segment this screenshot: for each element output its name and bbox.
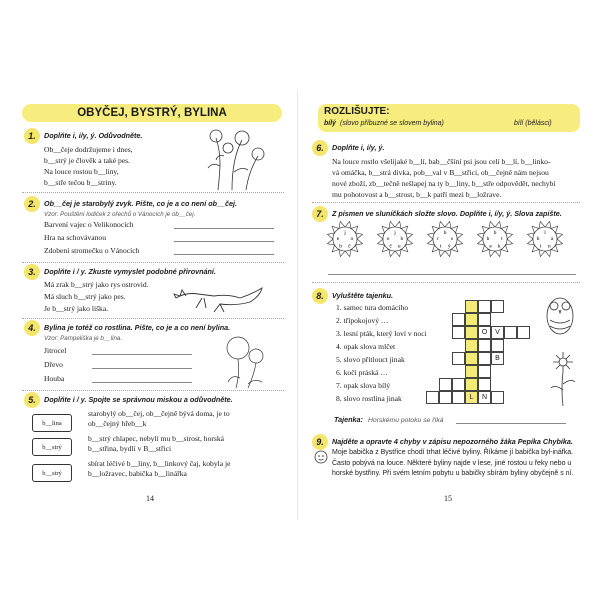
exercise-9-text: Moje babička z Bystřice chodí trhat léčivé byliny. Říkáme jí babička byl-ináfka. Často pobývá na louce. Některé byliny najde v lese, jiné rostou u řeky nebo u horské bystřiny. Při svém letním pobytu u babičky sbírám byliny obyčejně s ní. (332, 449, 574, 477)
sun-letter: b (339, 243, 343, 250)
exercise-8-instruction: Vyluštěte tajenku. (332, 291, 393, 300)
answer-line[interactable] (174, 241, 274, 242)
sun-letter-puzzle (526, 220, 564, 258)
exercise-3-line: Je b__strý jako liška. (44, 304, 109, 313)
section-divider (312, 202, 580, 203)
sun-letter: l (544, 229, 546, 236)
exercise-2-hint: Vzor: Pouštění lodiček z ořechů o Vánocích je ob__čej. (44, 211, 196, 218)
word-bowl[interactable]: b__strý (32, 438, 72, 456)
crossword-clue: 5. slovo přítlouct jinak (336, 355, 405, 364)
exercise-3-instruction: Doplňte i / y. Zkuste vymyslet podobné přirovnání. (44, 267, 216, 276)
sun-letter-puzzle (326, 220, 364, 258)
sun-letter: b (536, 235, 540, 242)
sun-letter: k (497, 243, 501, 250)
exercise-4-hint: Vzor: Pampeliška je b__lina. (44, 335, 123, 342)
crossword-cell[interactable] (478, 300, 491, 313)
crossword-clue: 7. opak slova bílý (336, 381, 390, 390)
distinguish-right-note: bílí (bělásci) (514, 120, 552, 127)
exercise-5-instruction: Doplňte i / y. Spojte se správnou miskou a odůvodněte. (44, 395, 233, 404)
crossword-cell[interactable] (465, 326, 478, 339)
section-divider (312, 282, 580, 283)
sun-letter: h (486, 235, 490, 242)
exercise-4-instruction: Bylina je totéž co rostlina. Pište, co je a co není bylina. (44, 323, 231, 332)
sun-letter: j (394, 229, 396, 236)
crossword-cell[interactable] (478, 339, 491, 352)
exercise-4-line: Dřevo (44, 360, 63, 369)
crossword-clue: 1. samec tura domácího (336, 303, 409, 312)
crossword-clue: 6. kočí práská … (336, 368, 388, 377)
sun-letter-puzzle (476, 220, 514, 258)
distinguish-left-word: bílý (324, 120, 337, 127)
section-divider (22, 262, 284, 263)
exercise-5-number: 5. (24, 392, 40, 408)
distinguish-left-note: (slovo příbuzné se slovem bylina) (340, 120, 444, 127)
sun-letter: o (350, 235, 354, 242)
exercise-2-instruction: Ob__čej je starobylý zvyk. Pište, co je a co není ob__čej. (44, 199, 237, 208)
exercise-3-number: 3. (24, 264, 40, 280)
exercise-4-number: 4. (24, 320, 40, 336)
crossword-cell[interactable] (465, 313, 478, 326)
crossword-cell[interactable] (439, 378, 452, 391)
sun-letter: t (501, 235, 503, 242)
answer-line[interactable] (174, 254, 274, 255)
answer-line[interactable] (92, 368, 192, 369)
exercise-4-line: Jitrocel (44, 346, 67, 355)
sun-letter: b (443, 229, 447, 236)
exercise-1-line: Ob__čeje dodržujeme i dnes, (44, 145, 133, 154)
exercise-7-number: 7. (312, 206, 328, 222)
herb-flowers-illustration (198, 126, 268, 190)
sun-letter: j (344, 229, 346, 236)
sun-letter: ý (447, 243, 451, 250)
crossword-grid (426, 300, 546, 408)
section-divider (22, 192, 284, 193)
word-bowl[interactable]: b__strý (32, 464, 72, 482)
distinguish-title: ROZLIŠUJTE: (324, 106, 390, 117)
exercise-1-line: Na louce rostou b__liny, (44, 167, 119, 176)
crossword-cell[interactable] (517, 326, 530, 339)
exercise-5-line: b__ložravec, babička b__linářka (88, 469, 187, 478)
crossword-cell[interactable] (491, 391, 504, 404)
crossword-cell[interactable]: L (465, 391, 478, 404)
exercise-6-line: nové zboží, zb__tečně nešlapej na ty b__liny, b__stře odpovědět, nechybí (332, 179, 556, 188)
crossword-clue: 4. opak slova mlčet (336, 342, 396, 351)
crossword-cell[interactable] (478, 378, 491, 391)
exercise-5-line: ob__čejný hřeb__k (88, 419, 147, 428)
crossword-cell[interactable]: B (491, 352, 504, 365)
exercise-5-line: b__strý chlapec, nebylí mu b__strost, horská (88, 434, 225, 443)
sun-letter: r (437, 235, 440, 242)
exercise-2-line: Hra na schovávanou (44, 233, 106, 242)
page-number-right: 15 (444, 494, 452, 503)
owl-illustration (540, 290, 580, 336)
sun-letter: č (389, 243, 392, 250)
exercise-7-instruction: Z písmen ve sluníčkách složte slovo. Doplňte i, í/y, ý. Slova zapište. (332, 209, 562, 218)
crossword-cell[interactable] (478, 365, 491, 378)
exercise-5-line: b__střina, bydlí v B__střici (88, 444, 172, 453)
sun-letter: č (348, 243, 351, 250)
exercise-3-line: Má zrak b__strý jako rys ostrovid. (44, 280, 149, 289)
crossword-cell[interactable] (465, 300, 478, 313)
crossword-cell[interactable] (504, 326, 517, 339)
crossword-clue: 8. slovo rostlina jinak (336, 394, 402, 403)
crossword-cell[interactable] (478, 352, 491, 365)
exercise-5-line: sbírat léčivé b__liny, b__linkový čaj, kobyla je (88, 459, 231, 468)
section-divider (22, 318, 284, 319)
exercise-9-instruction: Najděte a opravte 4 chyby v zápisu nepozorného žáka Pepíka Chybíka. (332, 437, 573, 446)
exercise-8-number: 8. (312, 288, 328, 304)
page-number-left: 14 (146, 494, 154, 503)
tajenka-label: Tajenka: (334, 415, 363, 424)
page-title-left: OBYČEJ, BYSTRÝ, BYLINA (22, 104, 282, 122)
sun-letter: b (493, 229, 497, 236)
exercise-6-instruction: Doplňte i, í/y, ý. (332, 143, 385, 152)
crossword-cell[interactable] (452, 326, 465, 339)
tajenka-hint: Horskému potoku se říká (368, 417, 444, 424)
sun-letter: e (398, 243, 401, 250)
book-spine (297, 90, 298, 520)
left-page (22, 96, 288, 516)
exercise-3-line: Má sluch b__strý jako pes. (44, 292, 126, 301)
exercise-9-number: 9. (312, 434, 328, 450)
flower-illustration (546, 350, 580, 406)
sun-letter: n (547, 243, 551, 250)
exercise-2-number: 2. (24, 196, 40, 212)
sun-letter: s (450, 235, 454, 242)
exercise-2-line: Zdobení stromečku o Vánocích (44, 246, 140, 255)
crossword-cell[interactable] (426, 391, 439, 404)
answer-line[interactable] (328, 274, 576, 275)
sun-letter-puzzle (376, 220, 414, 258)
sun-puzzles (308, 220, 584, 266)
dandelion-illustration (218, 334, 268, 388)
exercise-4-line: Houba (44, 374, 65, 383)
crossword-cell[interactable] (439, 391, 452, 404)
sun-letter: b (400, 235, 404, 242)
crossword-cell[interactable] (491, 300, 504, 313)
exercise-6-line: vá omáčka, b__strá dívka, pob__val v B__střici, ob__čejně nám nejsou (332, 168, 549, 177)
sun-letter-puzzle (426, 220, 464, 258)
crossword-cell[interactable] (465, 378, 478, 391)
section-divider (22, 390, 284, 391)
answer-line[interactable] (92, 382, 192, 383)
exercise-6-line: mu pohotovost a b__strost, b__k patří mezi b__ložrave. (332, 190, 502, 199)
crossword-cell[interactable] (465, 339, 478, 352)
crossword-cell[interactable] (491, 339, 504, 352)
crossword-cell[interactable] (452, 391, 465, 404)
sun-letter: i (539, 243, 542, 250)
crossword-clue: 3. lesní pták, který loví v noci (336, 329, 427, 338)
crossword-cell[interactable] (452, 313, 465, 326)
sun-letter: e (336, 235, 340, 242)
exercise-1-number: 1. (24, 128, 40, 144)
crossword-cell[interactable] (452, 352, 465, 365)
sun-letter: o (386, 235, 390, 242)
exercise-6-line: Na louce rostlo všelijaké b__lí, bab__čšíní psi jsou celí b__lí, b__linko- (332, 157, 551, 166)
sun-letter: a (550, 235, 554, 242)
crossword-cell[interactable]: N (478, 391, 491, 404)
tajenka-answer-line[interactable] (456, 423, 566, 424)
crossword-cell[interactable] (452, 378, 465, 391)
exercise-1-line: b__strý je člověk a také pes. (44, 156, 131, 165)
right-page (308, 96, 584, 516)
answer-line[interactable] (92, 354, 192, 355)
crossword-cell[interactable]: O (478, 326, 491, 339)
exercise-1-line: b__stře tečou b__striny. (44, 178, 117, 187)
crossword-cell[interactable] (465, 352, 478, 365)
sun-letter: t (439, 243, 442, 250)
word-bowl[interactable]: b__lina (32, 414, 72, 432)
crossword-cell[interactable] (478, 313, 491, 326)
crossword-cell[interactable]: V (491, 326, 504, 339)
sun-letter: e (489, 243, 492, 250)
fox-illustration (172, 276, 272, 312)
crossword-clue: 2. třípokojový … (336, 316, 389, 325)
crossword-cell[interactable] (465, 365, 478, 378)
exercise-6-number: 6. (312, 140, 328, 156)
exercise-1-instruction: Doplňte i, í/y, ý. Odůvodněte. (44, 131, 143, 140)
exercise-2-line: Barvení vajec o Velikonocích (44, 220, 134, 229)
boy-face-icon (314, 450, 328, 464)
exercise-5-line: starobylý ob__čej, ob__čejně bývá doma, je to (88, 409, 230, 418)
answer-line[interactable] (174, 228, 274, 229)
